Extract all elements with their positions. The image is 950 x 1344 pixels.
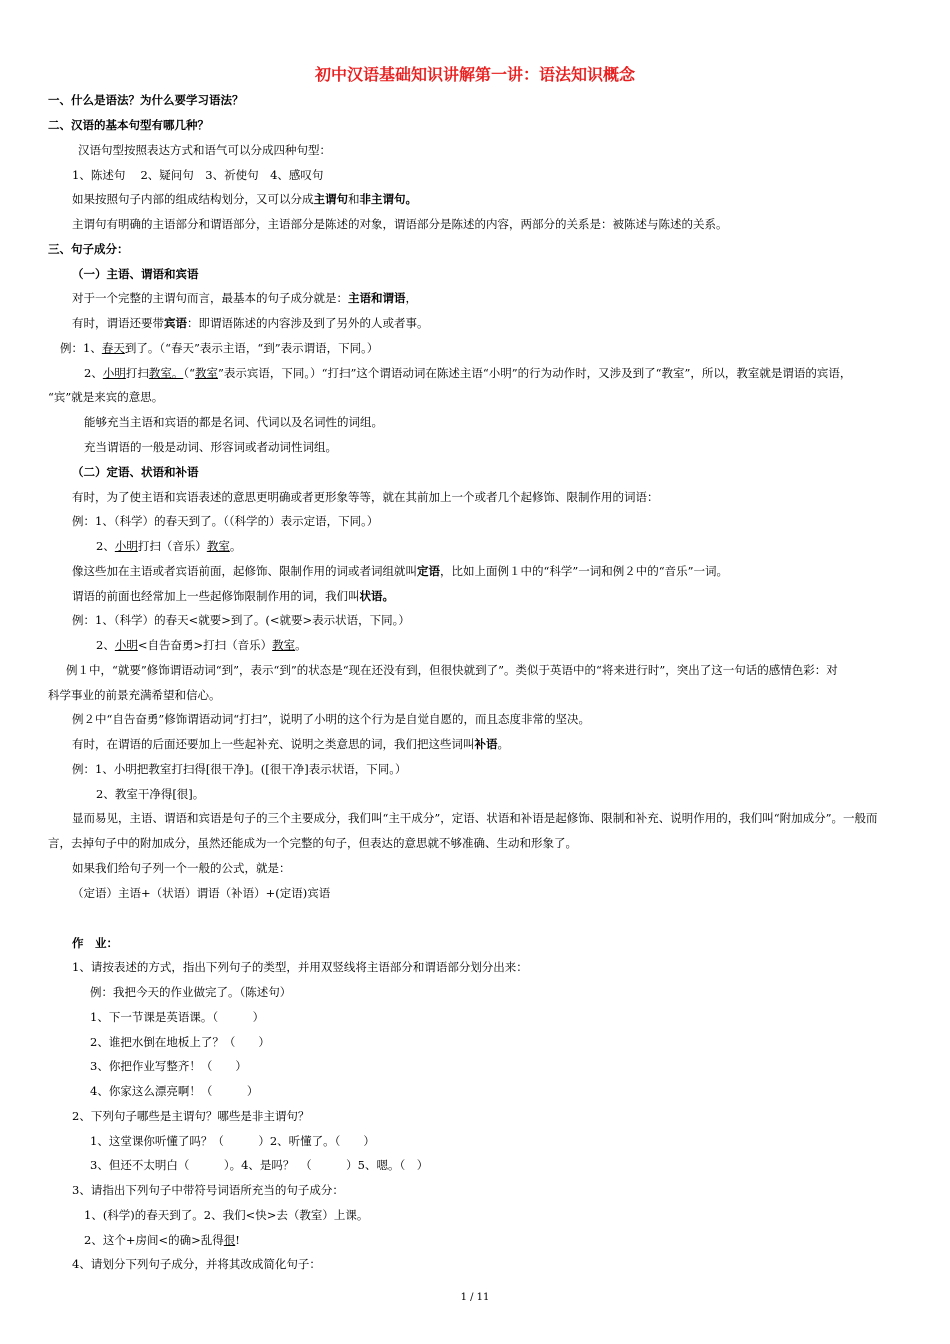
paragraph: 有时，为了使主语和宾语表述的意思更明确或者更形象等等，就在其前加上一个或者几个起修饰、限制作用的词语： [72, 490, 659, 504]
subsection-heading-1: （一）主语、谓语和宾语 [72, 267, 199, 281]
example-line: 例：1、（科学）的春天到了。（（科学的）表示定语，下同。） [72, 514, 379, 528]
example-line: 2、小明<自告奋勇>打扫（音乐）教室。 [96, 638, 307, 652]
paragraph: 谓语的前面也经常加上一些起修饰限制作用的词，我们叫状语。 [72, 589, 394, 603]
paragraph: 汉语句型按照表达方式和语气可以分成四种句型： [78, 143, 331, 157]
homework-question-2: 2、下列句子哪些是主谓句？哪些是非主谓句？ [72, 1109, 310, 1123]
bold-term: 状语。 [359, 589, 394, 603]
paragraph: 显而易见，主语、谓语和宾语是句子的三个主要成分，我们叫“主干成分”，定语、状语和补语是起修饰、限制和补充、说明作用的，我们叫“附加成分”。一般而 [72, 811, 878, 825]
example-line: 例：1、小明把教室打扫得[很干净]。([很干净]表示状语，下同。） [72, 762, 407, 776]
paragraph: 对于一个完整的主谓句而言，最基本的句子成分就是：主语和谓语， [72, 291, 417, 305]
example-line: 例：1、春天到了。（“春天”表示主语，“到”表示谓语，下同。） [60, 341, 379, 355]
homework-item: 1、这堂课你听懂了吗？（ ）2、听懂了。（ ） [90, 1134, 375, 1148]
formula-line: （定语）主语+（状语）谓语（补语）+(定语)宾语 [72, 886, 331, 900]
paragraph: “宾”就是来宾的意思。 [48, 390, 164, 404]
homework-question-1: 1、请按表述的方式，指出下列句子的类型，并用双竖线将主语部分和谓语部分划分出来： [72, 960, 528, 974]
homework-item: 1、(科学)的春天到了。2、我们<快>去（教室）上课。 [84, 1208, 369, 1222]
paragraph: 言，去掉句子中的附加成分，虽然还能成为一个完整的句子，但表达的意思就不够准确、生动和形象了。 [48, 836, 577, 850]
bold-term: 主谓句 [313, 192, 348, 206]
section-heading-1: 一、什么是语法？为什么要学习语法？ [48, 93, 244, 107]
page-number: 1 / 11 [460, 1292, 490, 1303]
paragraph: 例１中，“就要”修饰谓语动词“到”，表示“到”的状态是“现在还没有到，但很快就到了”。类似于英语中的“将来进行时”，突出了这一句话的感情色彩：对 [66, 663, 838, 677]
bold-term: 补语 [474, 737, 498, 751]
homework-item: 4、你家这么漂亮啊！（ ） [90, 1084, 259, 1098]
paragraph: 科学事业的前景充满希望和信心。 [48, 688, 221, 702]
homework-item: 3、你把作业写整齐！（ ） [90, 1059, 247, 1073]
section-heading-2: 二、汉语的基本句型有哪几种？ [48, 118, 209, 132]
paragraph: 像这些加在主语或者宾语前面，起修饰、限制作用的词或者词组就叫定语，比如上面例１中的“科学”一词和例２中的“音乐”一词。 [72, 564, 729, 578]
homework-question-3: 3、请指出下列句子中带符号词语所充当的句子成分： [72, 1183, 344, 1197]
bold-term: 主语和谓语 [348, 291, 406, 305]
homework-item: 2、这个+房间<的确>乱得很! [84, 1233, 240, 1247]
paragraph: 主谓句有明确的主语部分和谓语部分，主语部分是陈述的对象，谓语部分是陈述的内容，两部分的关系是：被陈述与陈述的关系。 [72, 217, 728, 231]
example-line: 例：1、（科学）的春天<就要>到了。(<就要>表示状语，下同。） [72, 613, 410, 627]
paragraph: 例２中“自告奋勇”修饰谓语动词“打扫”，说明了小明的这个行为是自觉自愿的，而且态度非常的坚决。 [72, 712, 591, 726]
homework-item: 3、但还不太明白（ ）。4、是吗？ （ ）5、嗯。（ ） [90, 1158, 429, 1172]
homework-question-4: 4、请划分下列句子成分，并将其改成简化句子： [72, 1257, 321, 1271]
example-line: 2、教室干净得[很]。 [96, 787, 205, 801]
example-line: 2、小明打扫（音乐）教室。 [96, 539, 242, 553]
example-line: 2、小明打扫教室。（“教室”表示宾语，下同。）“打扫”这个谓语动词在陈述主语“小明”的行为动作时，又涉及到了“教室”，所以，教室就是谓语的宾语， [84, 366, 852, 380]
homework-item: 2、谁把水倒在地板上了？（ ） [90, 1035, 270, 1049]
homework-example: 例：我把今天的作业做完了。（陈述句） [90, 985, 292, 999]
bold-term: 宾语 [164, 316, 187, 330]
subsection-heading-2: （二）定语、状语和补语 [72, 465, 199, 479]
bold-term: 非主谓句。 [359, 192, 417, 206]
bold-term: 定语 [417, 564, 440, 578]
paragraph: 充当谓语的一般是动词、形容词或者动词性词组。 [84, 440, 337, 454]
homework-heading: 作 业： [72, 936, 118, 950]
paragraph: 有时，谓语还要带宾语：即谓语陈述的内容涉及到了另外的人或者事。 [72, 316, 429, 330]
section-heading-3: 三、句子成分： [48, 242, 129, 256]
paragraph: 如果按照句子内部的组成结构划分，又可以分成主谓句和非主谓句。 [72, 192, 417, 206]
homework-item: 1、下一节课是英语课。（ ） [90, 1010, 265, 1024]
page-title: 初中汉语基础知识讲解第一讲：语法知识概念 [314, 65, 635, 84]
paragraph: 能够充当主语和宾语的都是名词、代词以及名词性的词组。 [84, 415, 383, 429]
paragraph: 如果我们给句子列一个一般的公式，就是： [72, 861, 291, 875]
paragraph: 有时，在谓语的后面还要加上一些起补充、说明之类意思的词，我们把这些词叫补语。 [72, 737, 509, 751]
paragraph: 1、陈述句 2、疑问句 3、祈使句 4、感叹句 [72, 168, 324, 182]
